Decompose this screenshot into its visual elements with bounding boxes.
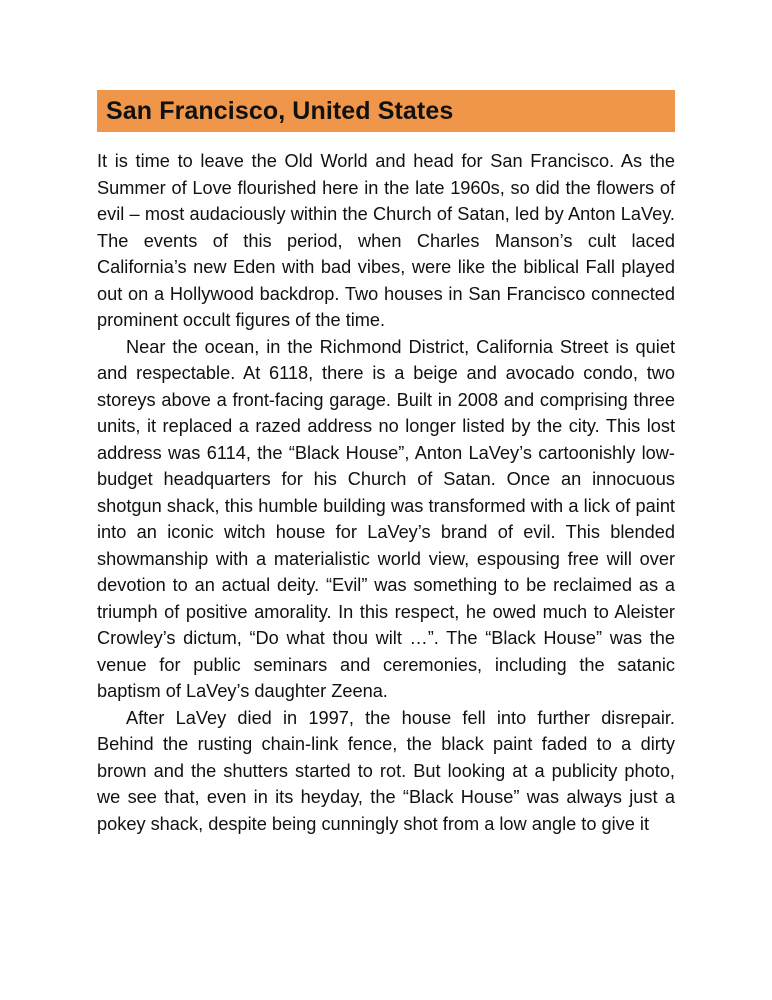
section-title: San Francisco, United States [106,96,454,125]
paragraph-1: It is time to leave the Old World and head for San Francisco. As the Summer of Love flourished here in the late 1960s, so did the flowers of evil – most audaciously within the Church of Satan, led by Anton LaVey. The events of this period, when Charles Manson’s cult laced California’s new Eden with bad vibes, were like the biblical Fall played out on a Hollywood backdrop. Two houses in San Francisco connected prominent occult figures of the time. [97,151,675,330]
section-heading-bar [97,90,675,132]
body-text [97,148,675,837]
paragraph-3: After LaVey died in 1997, the house fell into further disrepair. Behind the rusting chain-link fence, the black paint faded to a dirty brown and the shutters started to rot. But looking at a publicity photo, we see that, even in its heyday, the “Black House” was always just a pokey shack, despite being cunningly shot from a low angle to give it [97,707,675,834]
page-content [97,90,675,837]
paragraph-2: Near the ocean, in the Richmond District, California Street is quiet and respectable. At 6118, there is a beige and avocado condo, two storeys above a front-facing garage. Built in 2008 and comprising three units, it replaced a razed address no longer listed by the city. This lost address was 6114, the “Black House”, Anton LaVey’s cartoonishly low-budget headquarters for his Church of Satan. Once an innocuous shotgun shack, this humble building was transformed with a lick of paint into an iconic witch house for LaVey’s brand of evil. This blended showmanship with a materialistic world view, espousing free will over devotion to an actual deity. “Evil” was something to be reclaimed as a triumph of positive amorality. In this respect, he owed much to Aleister Crowley’s dictum, “Do what thou wilt …”. The “Black House” was the venue for public seminars and ceremonies, including the satanic baptism of LaVey’s daughter Zeena. [97,336,675,701]
